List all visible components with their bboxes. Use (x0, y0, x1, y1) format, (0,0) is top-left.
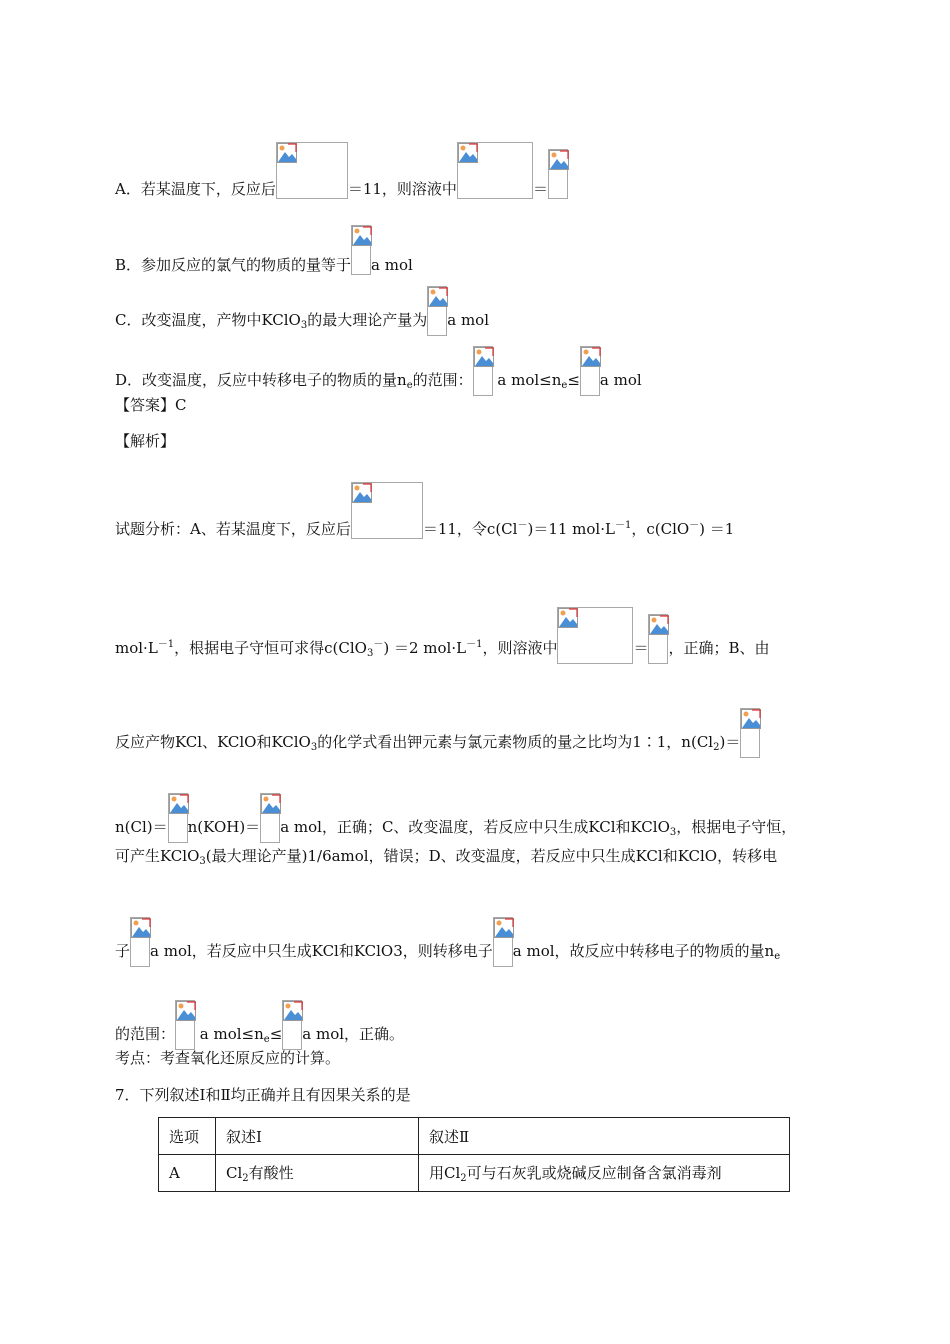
text: ＝ (633, 639, 649, 657)
text: mol·L (115, 639, 158, 657)
broken-image-icon (261, 794, 281, 814)
formula-image (473, 346, 493, 396)
text: ，正确；B、由 (668, 639, 770, 657)
analysis-heading: 【解析】 (115, 432, 176, 450)
broken-image-icon (428, 287, 448, 307)
formula-image (648, 614, 668, 664)
analysis-line-6 (115, 917, 780, 967)
option-d (115, 346, 642, 396)
text: a mol (599, 371, 642, 389)
text: A．若某温度下，反应后 (115, 180, 276, 198)
question-7: 7．下列叙述Ⅰ和Ⅱ均正确并且有因果关系的是 (115, 1086, 411, 1104)
subscript: 2 (242, 1173, 249, 1184)
text: a mol≤n (492, 371, 562, 389)
broken-image-icon (558, 608, 578, 628)
text: n(Cl)＝ (115, 818, 168, 836)
subscript: 2 (460, 1173, 467, 1184)
formula-image (168, 793, 188, 843)
option-c (115, 286, 489, 336)
text: 的范围： (412, 371, 473, 389)
formula-image (548, 149, 568, 199)
option-b (115, 225, 413, 275)
table-cell (216, 1155, 419, 1192)
formula-image (351, 225, 371, 275)
subscript: 2 (713, 742, 720, 753)
subscript: e (263, 1034, 270, 1045)
text: 用Cl (429, 1164, 461, 1182)
text: ＝ (532, 180, 548, 198)
formula-image (457, 142, 533, 199)
text: ≤ (567, 371, 580, 389)
analysis-line-2 (115, 607, 770, 664)
text: a mol，若反应中只生成KCl和KClO3，则转移电子 (150, 942, 493, 960)
text: ，根据电子守恒可求得c(ClO (174, 639, 367, 657)
text: 子 (115, 942, 131, 960)
analysis-line-4 (115, 793, 796, 843)
table-row (159, 1155, 790, 1192)
formula-image (493, 917, 513, 967)
text: a mol，正确；C、改变温度，若反应中只生成KCl和KClO (280, 818, 670, 836)
text: a mol，故反应中转移电子的物质的量n (512, 942, 775, 960)
subscript: e (774, 951, 781, 962)
text: B．参加反应的氯气的物质的量等于 (115, 256, 352, 274)
analysis-line-1 (115, 482, 734, 539)
text: ，c(ClO (631, 520, 690, 538)
broken-image-icon (494, 918, 514, 938)
text: C．改变温度，产物中KClO (115, 311, 301, 329)
formula-image (580, 346, 600, 396)
header-cell: 叙述Ⅰ (216, 1118, 419, 1155)
subscript: 3 (669, 827, 677, 838)
broken-image-icon (549, 150, 569, 170)
table-cell: A (159, 1155, 216, 1192)
broken-image-icon (352, 226, 372, 246)
header-cell: 叙述Ⅱ (419, 1118, 790, 1155)
text: ，根据电子守恒， (676, 818, 797, 836)
text: )＝ (719, 733, 741, 751)
text: D．改变温度，反应中转移电子的物质的量n (115, 371, 407, 389)
kaodian: 考点：考查氧化还原反应的计算。 (115, 1049, 341, 1067)
subscript: 3 (300, 320, 308, 331)
text: a mol，正确。 (302, 1025, 405, 1043)
text: 有酸性 (248, 1164, 294, 1182)
option-a (115, 142, 568, 199)
analysis-line-7 (115, 1000, 404, 1050)
text: ≤ (269, 1025, 283, 1043)
subscript: 3 (310, 742, 318, 753)
broken-image-icon (649, 615, 669, 635)
text: ，则溶液中 (482, 639, 558, 657)
text: Cl (226, 1164, 243, 1182)
formula-image (276, 142, 348, 199)
formula-image (557, 607, 633, 664)
superscript: － (373, 639, 384, 650)
broken-image-icon (581, 347, 601, 367)
formula-image (175, 1000, 195, 1050)
broken-image-icon (283, 1001, 303, 1021)
broken-image-icon (176, 1001, 196, 1021)
superscript: － (689, 520, 700, 531)
text: a mol (371, 256, 413, 274)
formula-image (260, 793, 280, 843)
subscript: 3 (366, 648, 374, 659)
subscript: e (561, 380, 568, 391)
superscript: －1 (466, 639, 483, 650)
analysis-line-3 (115, 708, 760, 758)
broken-image-icon (277, 143, 297, 163)
answer: 【答案】C (115, 396, 187, 414)
text: 试题分析：A、若某温度下，反应后 (115, 520, 351, 538)
subscript: e (406, 380, 413, 391)
text: 可产生KClO (115, 847, 200, 865)
analysis-line-5 (115, 846, 777, 872)
text: n(KOH)＝ (187, 818, 261, 836)
text: ＝11，令c(Cl (422, 520, 518, 538)
text: ) ＝2 mol·L (383, 639, 467, 657)
text: a mol (447, 311, 490, 329)
formula-image (130, 917, 150, 967)
broken-image-icon (131, 918, 151, 938)
text: (最大理论产量)1/6amol，错误；D、改变温度，若反应中只生成KCl和KClO，转移电 (205, 847, 778, 865)
text: ) ＝1 (699, 520, 735, 538)
text: 的化学式看出钾元素与氯元素物质的量之比均为1∶1，n(Cl (317, 733, 714, 751)
broken-image-icon (741, 709, 761, 729)
table-cell (419, 1155, 790, 1192)
table-header-row (159, 1118, 790, 1155)
superscript: － (517, 520, 528, 531)
subscript: 3 (199, 856, 206, 867)
formula-image (282, 1000, 302, 1050)
header-cell: 选项 (159, 1118, 216, 1155)
formula-image (351, 482, 423, 539)
formula-image (740, 708, 760, 758)
question-7-table (158, 1117, 790, 1192)
broken-image-icon (169, 794, 189, 814)
text: 可与石灰乳或烧碱反应制备含氯消毒剂 (466, 1164, 722, 1182)
broken-image-icon (352, 483, 372, 503)
text: )＝11 mol·L (527, 520, 615, 538)
text: 的范围： (115, 1025, 176, 1043)
superscript: －1 (157, 639, 175, 650)
formula-image (427, 286, 447, 336)
broken-image-icon (458, 143, 478, 163)
broken-image-icon (474, 347, 494, 367)
text: 反应产物KCl、KClO和KClO (115, 733, 311, 751)
text: ＝11，则溶液中 (347, 180, 457, 198)
superscript: －1 (614, 520, 632, 531)
text: 的最大理论产量为 (307, 311, 428, 329)
text: a mol≤n (195, 1025, 264, 1043)
